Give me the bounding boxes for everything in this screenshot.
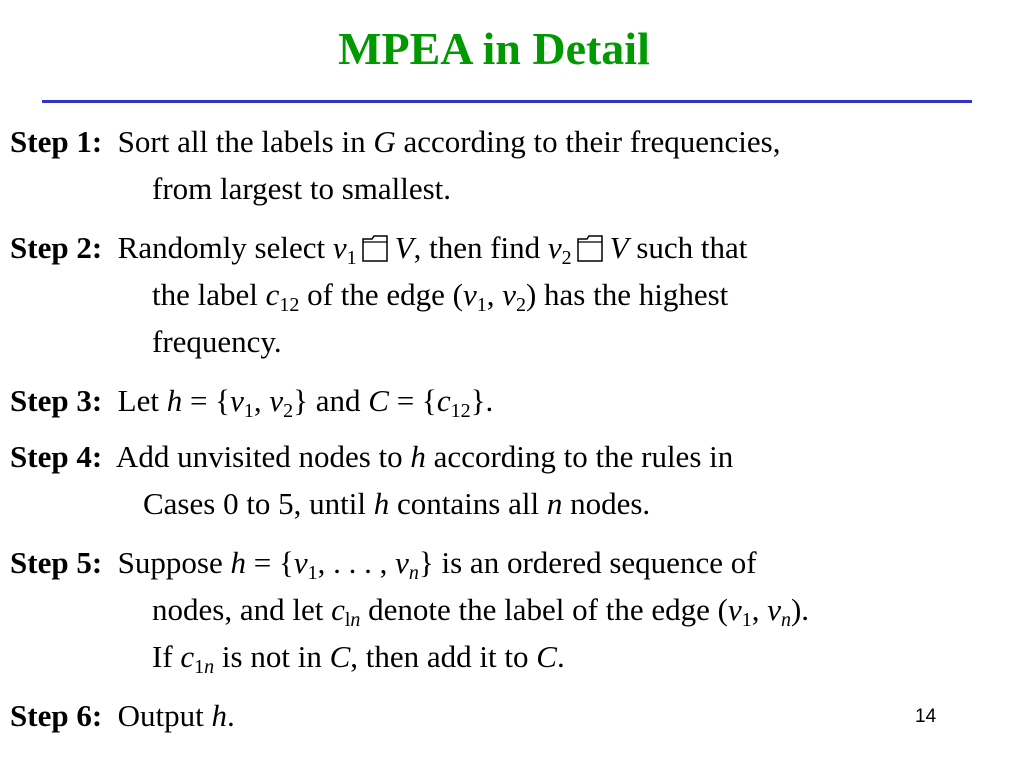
step-5-cont-1: nodes, and let $c_{ln}$ denote the label of the edge ($v_1$, $v_n$). xyxy=(152,592,810,631)
step-4-label: Step 4: xyxy=(10,439,103,474)
page-number: 14 xyxy=(915,706,937,727)
step-5-label: Step 5: xyxy=(10,545,103,580)
step-3: Step 3: Let $h = \{v_1$, $v_2$} and $C = \{c_{12}\}$. xyxy=(10,383,494,422)
step-3-label: Step 3: xyxy=(10,383,103,418)
step-1-cont: from largest to smallest. xyxy=(152,171,452,206)
step-5: Step 5: Suppose $h = \{v_1$, . . . , $v_n$} is an ordered sequence of xyxy=(10,545,757,584)
step-6: Step 6: Output h. xyxy=(10,698,235,733)
step-5-cont-2: If $c_{1n}$ is not in C, then add it to C. xyxy=(152,639,565,678)
step-4-cont: Cases 0 to 5, until h contains all n nodes. xyxy=(143,486,651,521)
element-of-symbol-icon xyxy=(576,233,604,263)
slide-title: MPEA in Detail xyxy=(338,23,650,74)
step-2-cont-2: frequency. xyxy=(152,324,282,359)
step-6-label: Step 6: xyxy=(10,698,103,733)
step-2: Step 2: Randomly select $v_1$ V, then find $v_2$ V such that xyxy=(10,230,748,269)
step-2-cont-1: the label $c_{12}$ of the edge ($v_1$, $v_2$) has the highest xyxy=(152,277,729,316)
step-2-label: Step 2: xyxy=(10,230,103,265)
element-of-symbol-icon xyxy=(361,233,389,263)
step-4: Step 4: Add unvisited nodes to h according to the rules in xyxy=(10,439,734,474)
step-1: Step 1: Sort all the labels in G according to their frequencies, xyxy=(10,124,781,159)
step-1-label: Step 1: xyxy=(10,124,103,159)
title-underline xyxy=(42,100,972,103)
